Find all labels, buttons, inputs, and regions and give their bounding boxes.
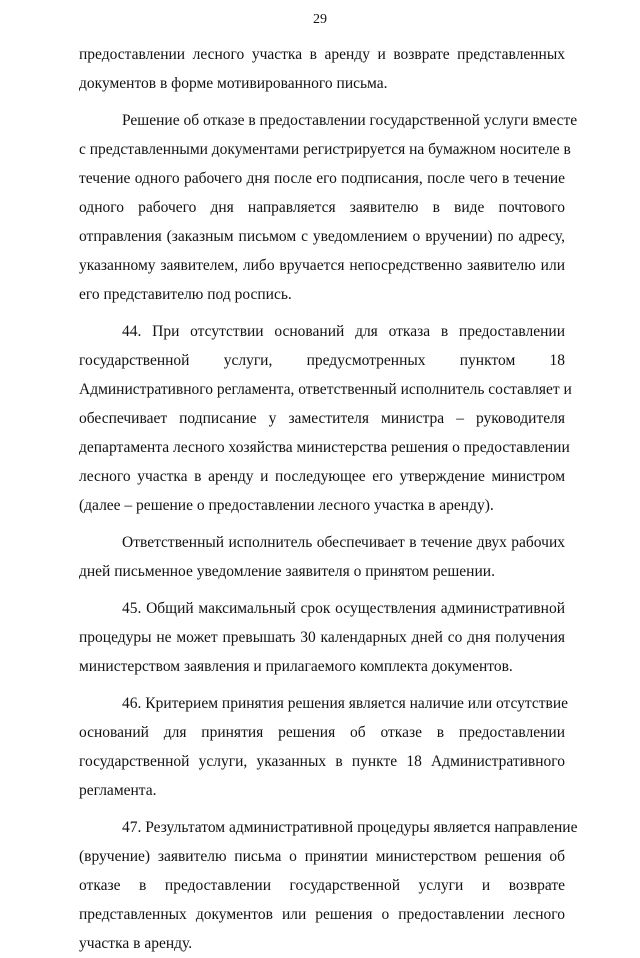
- text-line: государственной услуги, указанных в пункте 18 Административного: [79, 753, 565, 770]
- text-line: департамента лесного хозяйства министерства решения о предоставлении: [79, 439, 570, 456]
- text-line: дней письменное уведомление заявителя о принятом решении.: [79, 563, 495, 580]
- text-line: (вручение) заявителю письма о принятии министерством решения об: [79, 848, 565, 865]
- page-number: 29: [313, 12, 327, 27]
- paragraph-2: [79, 106, 578, 309]
- text-line: Решение об отказе в предоставлении государственной услуги вместе: [122, 112, 578, 129]
- text-line: документов в форме мотивированного письма.: [79, 75, 388, 92]
- paragraph-1: [79, 40, 565, 98]
- text-line: Административного регламента, ответственный исполнитель составляет и: [79, 381, 572, 398]
- text-line: отправления (заказным письмом с уведомлением о вручении) по адресу,: [79, 228, 565, 245]
- body-text: [79, 40, 578, 958]
- text-line: 44. При отсутствии оснований для отказа в предоставлении: [122, 323, 565, 340]
- text-line: Ответственный исполнитель обеспечивает в течение двух рабочих: [122, 534, 565, 551]
- text-line: указанному заявителем, либо вручается непосредственно заявителю или: [79, 257, 565, 274]
- text-line: 45. Общий максимальный срок осуществления административной: [122, 600, 565, 617]
- text-line: обеспечивает подписание у заместителя министра – руководителя: [79, 410, 565, 427]
- paragraph-5: [79, 594, 565, 681]
- text-line: процедуры не может превышать 30 календарных дней со дня получения: [79, 629, 565, 646]
- text-line: лесного участка в аренду и последующее его утверждение министром: [79, 468, 565, 485]
- paragraph-7: [79, 813, 578, 958]
- text-line: регламента.: [79, 782, 157, 799]
- text-line: течение одного рабочего дня после его подписания, после чего в течение: [79, 170, 565, 187]
- text-line: одного рабочего дня направляется заявителю в виде почтового: [79, 199, 565, 216]
- text-line: оснований для принятия решения об отказе в предоставлении: [79, 724, 565, 741]
- paragraph-4: [79, 528, 565, 586]
- text-line: его представителю под роспись.: [79, 286, 292, 303]
- paragraph-6: [79, 689, 569, 805]
- text-line: государственной услуги, предусмотренных пунктом 18: [79, 352, 565, 369]
- text-line: министерством заявления и прилагаемого комплекта документов.: [79, 658, 513, 675]
- text-line: предоставлении лесного участка в аренду и возврате представленных: [79, 46, 565, 63]
- text-line: 47. Результатом административной процедуры является направление: [122, 819, 578, 836]
- paragraph-3: [79, 317, 572, 520]
- text-line: 46. Критерием принятия решения является наличие или отсутствие: [122, 695, 569, 712]
- text-line: участка в аренду.: [79, 935, 193, 952]
- text-line: с представленными документами регистрируется на бумажном носителе в: [79, 141, 571, 158]
- text-line: отказе в предоставлении государственной услуги и возврате: [79, 877, 565, 894]
- text-line: представленных документов или решения о предоставлении лесного: [79, 906, 565, 923]
- text-line: (далее – решение о предоставлении лесного участка в аренду).: [79, 497, 494, 514]
